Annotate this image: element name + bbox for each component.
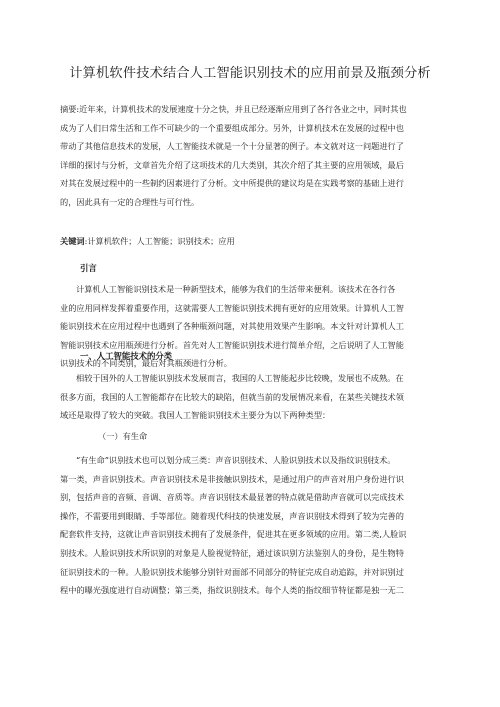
subsection-line: 别，包括声音的音频、音调、音质等。声音识别技术最显著的特点就是借助声音就可以完成技术 bbox=[60, 492, 404, 503]
subsection-line: 征识别技术的一种。人脸识别技术能够分别针对面部不同部分的特征完成自动追踪，并对识别过 bbox=[60, 566, 404, 577]
intro-heading: 引言 bbox=[80, 263, 97, 273]
section-paragraph bbox=[60, 369, 441, 425]
abstract-line: 成为了人们日常生活和工作不可缺少的一个重要组成部分。另外，计算机技术在发展的过程中也 bbox=[60, 122, 404, 133]
intro-line: 业的应用同样发挥着重要作用，这就需要人工智能识别技术拥有更好的应用效果。计算机人工智 bbox=[60, 302, 404, 313]
subsection-paragraph bbox=[60, 451, 441, 600]
subsection-line: 别技术。人脸识别技术所识别的对象是人脸视觉特征，通过该识别方法鉴别人的身份，是生物特 bbox=[60, 547, 404, 558]
intro-line: 智能识别技术应用瓶颈进行分析。首先对人工智能识别技术进行简单介绍，之后说明了人工智能 bbox=[60, 339, 404, 350]
subsection-line: 操作，不需要用到眼睛、手等部位。随着现代科技的快速发展，声音识别技术得到了较为完善的 bbox=[60, 510, 404, 521]
subsection-line: 第一类，声音识别技术。声音识别技术是非接触识别技术，是通过用户的声音对用户身份进行识 bbox=[60, 473, 404, 484]
section-line: 很多方面，我国的人工智能都存在比较大的缺陷，但就当前的发展情况来看，在某些关键技术领 bbox=[60, 391, 404, 402]
keywords bbox=[60, 232, 441, 251]
abstract-line: 带动了其他信息技术的发展，人工智能技术就是一个十分显著的例子。本文就对这一问题进行了 bbox=[60, 141, 404, 152]
subsection-line: 配套软件支持，这就让声音识别技术拥有了发展条件，促进其在更多领域的应用。第二类,人脸识 bbox=[60, 529, 407, 540]
section-heading: 一、人工智能技术的分类 bbox=[80, 351, 173, 361]
paper-title: 计算机软件技术结合人工智能识别技术的应用前景及瓶颈分析 bbox=[69, 66, 431, 81]
abstract-line: 详细的探讨与分析，文章首先介绍了这项技术的几大类别，其次介绍了其主要的应用领域，最后 bbox=[60, 159, 404, 170]
subsection-heading: （一）有生命 bbox=[98, 431, 148, 441]
intro-line: 计算机人工智能识别技术是一种新型技术，能够为我们的生活带来便利。该技术在各行各 bbox=[76, 284, 396, 294]
subsection-line: 程中的曝光强度进行自动调整；第三类，指纹识别技术。每个人类的指纹细节特征都是独一无二 bbox=[60, 585, 404, 596]
intro-line: 能识别技术在应用过程中也遇到了各种瓶颈问题，对其使用效果产生影响。本文针对计算机人工 bbox=[60, 321, 404, 332]
section-line: 域还是取得了较大的突破。我国人工智能识别技术主要分为以下两种类型： bbox=[60, 410, 331, 421]
abstract-line: 摘要:近年来，计算机技术的发展速度十分之快，并且已经逐渐应用到了各行各业之中，同时其也 bbox=[60, 104, 407, 114]
abstract-line: 对其在发展过程中的一些制约因素进行了分析。文中所提供的建议均是在实践考察的基础上进行 bbox=[60, 178, 404, 189]
section-line: 相较于国外的人工智能识别技术发展而言，我国的人工智能起步比较晚，发展也不成熟。在 bbox=[76, 373, 404, 383]
subsection-line: “有生命”识别技术也可以划分成三类：声音识别技术、人脸识别技术以及指纹识别技术。 bbox=[76, 455, 396, 465]
keywords-text: :计算机软件；人工智能；识别技术；应用 bbox=[84, 236, 235, 246]
abstract bbox=[60, 100, 441, 212]
keywords-label: 关键词 bbox=[60, 236, 85, 246]
abstract-line: 的，因此具有一定的合理性与可行性。 bbox=[60, 196, 200, 207]
intro-line: 识别技术的不同类别，最后对其瓶颈进行分析。 bbox=[60, 358, 232, 369]
